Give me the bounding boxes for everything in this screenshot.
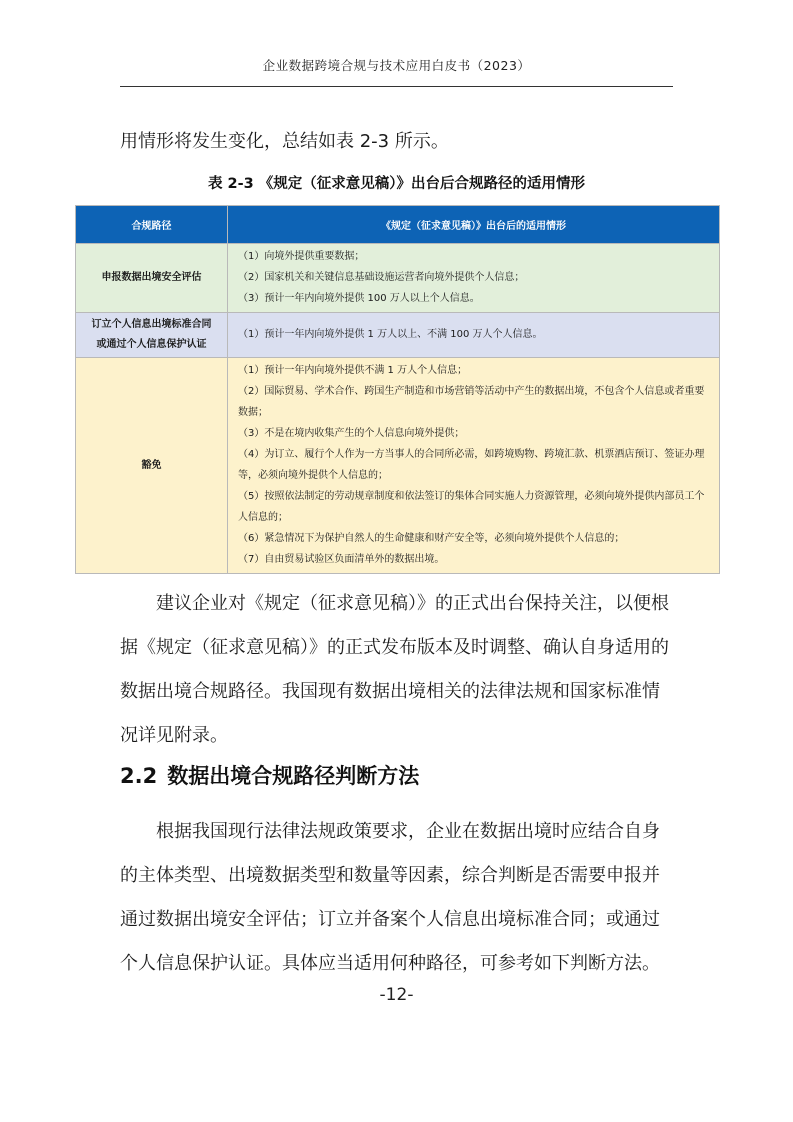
scenario-item: （6）紧急情况下为保护自然人的生命健康和财产安全等，必须向境外提供个人信息的； bbox=[238, 533, 625, 544]
lead-paragraph: 用情形将发生变化，总结如表 2-3 所示。 bbox=[120, 131, 449, 152]
running-header: 企业数据跨境合规与技术应用白皮书（2023） bbox=[262, 58, 531, 73]
scenario-cell bbox=[228, 358, 720, 574]
section-heading bbox=[120, 760, 419, 790]
scenario-item: （4）为订立、履行个人作为一方当事人的合同所必需，如跨境购物、跨境汇款、机票酒店预订、签证办理等，必须向境外提供个人信息的； bbox=[238, 449, 705, 481]
table-row bbox=[76, 244, 720, 313]
scenario-cell bbox=[228, 313, 720, 358]
section-title: 数据出境合规路径判断方法 bbox=[167, 764, 420, 788]
scenario-item: （7）自由贸易试验区负面清单外的数据出境。 bbox=[238, 554, 445, 565]
path-label: 豁免 bbox=[141, 459, 162, 471]
scenario-item: （3）预计一年内向境外提供 100 万人以上个人信息。 bbox=[238, 293, 480, 304]
table-caption: 表 2-3 《规定（征求意见稿）》出台后合规路径的适用情形 bbox=[207, 176, 586, 192]
scenario-item: （5）按照依法制定的劳动规章制度和依法签订的集体合同实施人力资源管理，必须向境外提供内部员工个人信息的； bbox=[238, 491, 705, 523]
scenario-item: （1）预计一年内向境外提供 1 万人以上、不满 100 万人个人信息。 bbox=[238, 329, 543, 340]
path-label: 订立个人信息出境标准合同 bbox=[91, 319, 212, 330]
scenario-cell bbox=[228, 244, 720, 313]
path-cell bbox=[76, 358, 228, 574]
advice-paragraph-text: 建议企业对《规定（征求意见稿）》的正式出台保持关注，以便根据《规定（征求意见稿）》的正式发布版本及时调整、确认自身适用的数据出境合规路径。我国现有数据出境相关的法律法规和国家标准情况详见附录。 bbox=[120, 593, 669, 746]
page-number: -12- bbox=[379, 985, 414, 1005]
scenario-item: （2）国家机关和关键信息基础设施运营者向境外提供个人信息； bbox=[238, 272, 525, 283]
column-header-scenarios: 《规定（征求意见稿）》出台后的适用情形 bbox=[228, 206, 720, 244]
column-header-path: 合规路径 bbox=[76, 206, 228, 244]
path-cell bbox=[76, 313, 228, 358]
path-label: 或通过个人信息保护认证 bbox=[96, 339, 207, 350]
header-divider bbox=[120, 86, 673, 87]
advice-paragraph bbox=[120, 582, 675, 758]
table-row bbox=[76, 313, 720, 358]
scenario-item: （2）国际贸易、学术合作、跨国生产制造和市场营销等活动中产生的数据出境，不包含个人信息或者重要数据； bbox=[238, 386, 705, 418]
scenario-item: （1）向境外提供重要数据； bbox=[238, 251, 365, 262]
scenario-item: （1）预计一年内向境外提供不满 1 万人个人信息； bbox=[238, 365, 468, 376]
table-row bbox=[76, 358, 720, 574]
table-header-row bbox=[76, 206, 720, 244]
path-label: 申报数据出境安全评估 bbox=[101, 272, 202, 283]
section-number: 2.2 bbox=[120, 764, 158, 788]
method-paragraph-text: 根据我国现行法律法规政策要求，企业在数据出境时应结合自身的主体类型、出境数据类型和数量等因素，综合判断是否需要申报并通过数据出境安全评估；订立并备案个人信息出境标准合同；或通过个人信息保护认证。具体应当适用何种路径，可参考如下判断方法。 bbox=[120, 821, 660, 974]
compliance-path-table bbox=[75, 205, 720, 574]
path-cell bbox=[76, 244, 228, 313]
method-paragraph bbox=[120, 810, 675, 986]
scenario-item: （3）不是在境内收集产生的个人信息向境外提供； bbox=[238, 428, 465, 439]
